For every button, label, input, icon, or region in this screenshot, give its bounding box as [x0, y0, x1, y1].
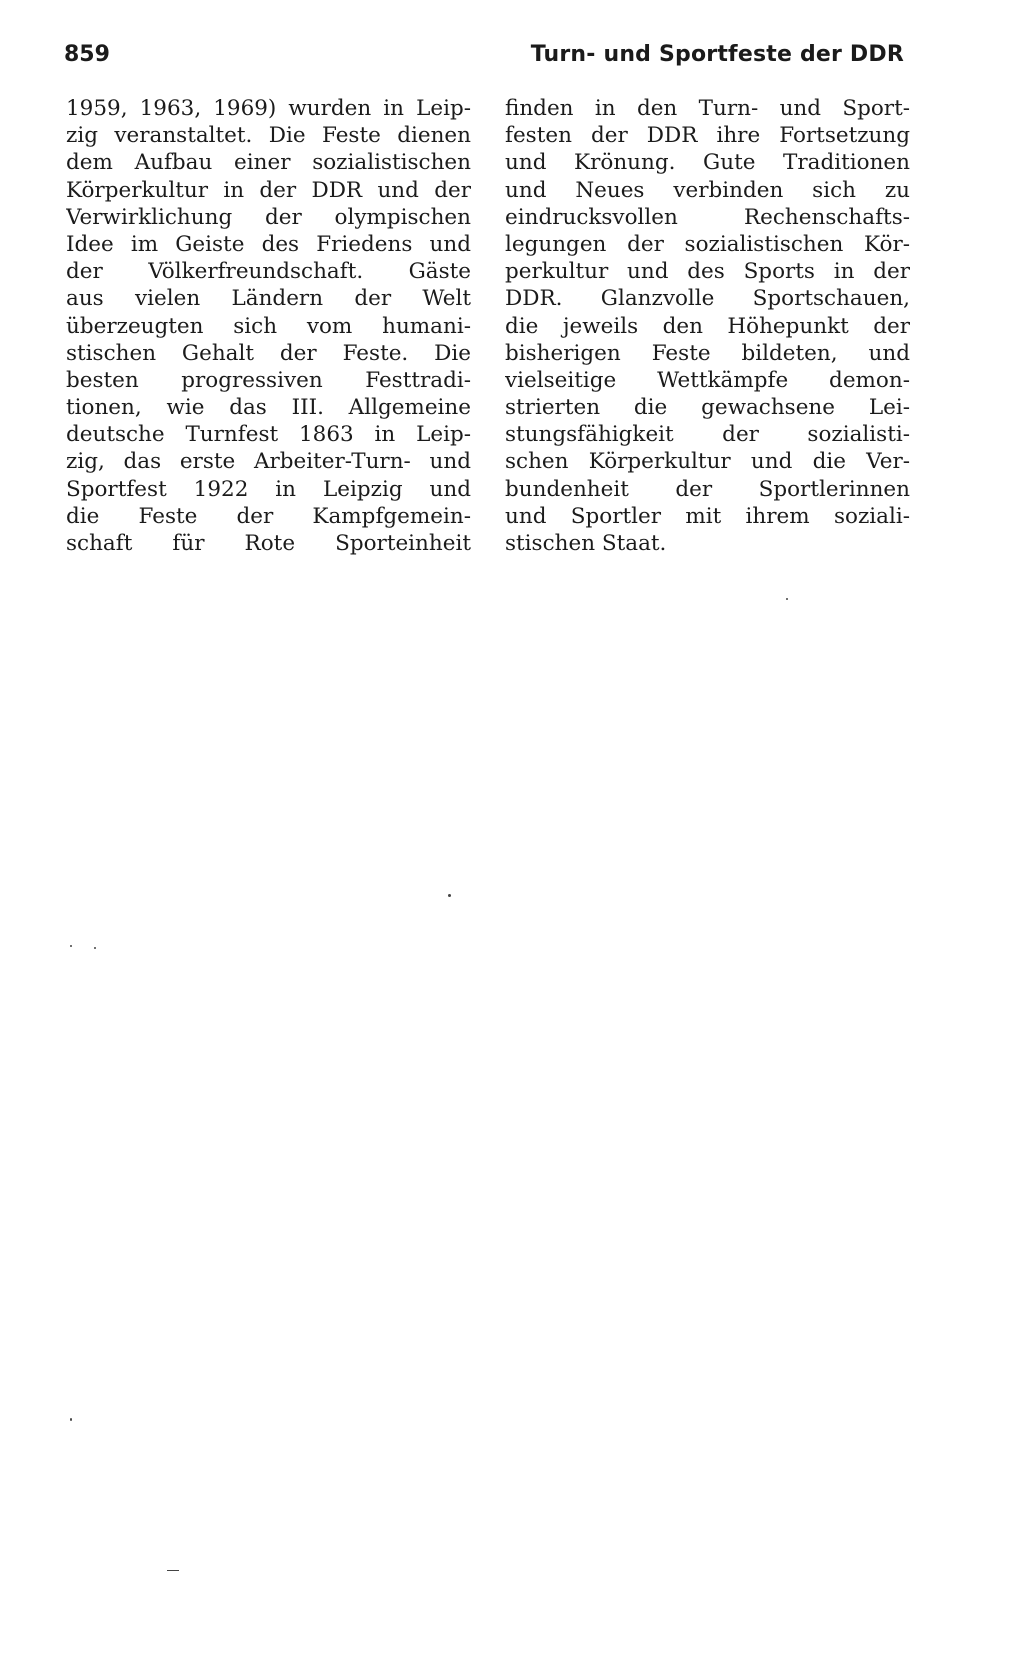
text-line: legungen der sozialistischen Kör- — [505, 231, 910, 257]
scan-speck — [448, 894, 451, 897]
text-line: aus vielen Ländern der Welt — [66, 286, 471, 312]
text-line: schen Körperkultur und die Ver- — [505, 449, 910, 475]
scan-speck — [70, 945, 72, 947]
text-line: schaft für Rote Sporteinheit — [66, 531, 471, 556]
text-line: stischen Staat. — [505, 531, 667, 556]
scan-speck — [167, 1570, 179, 1571]
page-header — [64, 42, 904, 76]
text-line: festen der DDR ihre Fortsetzung — [505, 123, 910, 149]
text-line: besten progressiven Festtradi- — [66, 367, 471, 393]
text-line: perkultur und des Sports in der — [505, 259, 910, 285]
text-line: Sportfest 1922 in Leipzig und — [66, 476, 471, 502]
page-number: 859 — [64, 42, 110, 67]
text-line: DDR. Glanzvolle Sportschauen, — [505, 286, 910, 312]
text-line: stungsfähigkeit der sozialisti- — [505, 422, 910, 448]
text-line: deutsche Turnfest 1863 in Leip- — [66, 422, 471, 448]
text-line: die Feste der Kampfgemein- — [66, 503, 471, 529]
text-line: die jeweils den Höhepunkt der — [505, 313, 910, 339]
text-line: bundenheit der Sportlerinnen — [505, 476, 910, 502]
text-line: zig, das erste Arbeiter-Turn- und — [66, 449, 471, 475]
text-line: und Neues verbinden sich zu — [505, 177, 910, 203]
text-line: Verwirklichung der olympischen — [66, 204, 471, 230]
text-line: zig veranstaltet. Die Feste dienen — [66, 123, 471, 149]
text-line: 1959, 1963, 1969) wurden in Leip- — [66, 96, 471, 121]
text-line: tionen, wie das III. Allgemeine — [66, 395, 471, 421]
text-column-left — [66, 95, 471, 557]
scan-speck — [94, 947, 96, 949]
text-line: dem Aufbau einer sozialistischen — [66, 150, 471, 176]
running-head: Turn- und Sportfeste der DDR — [530, 42, 904, 67]
text-line: stischen Gehalt der Feste. Die — [66, 340, 471, 366]
text-line: der Völkerfreundschaft. Gäste — [66, 259, 471, 285]
text-line: überzeugten sich vom humani- — [66, 313, 471, 339]
scan-speck — [70, 1418, 72, 1421]
text-line: Idee im Geiste des Friedens und — [66, 231, 471, 257]
text-column-right — [505, 95, 910, 557]
text-line: eindrucksvollen Rechenschafts- — [505, 204, 910, 230]
text-line: und Krönung. Gute Traditionen — [505, 150, 910, 176]
text-line: strierten die gewachsene Lei- — [505, 395, 910, 421]
text-line: bisherigen Feste bildeten, und — [505, 340, 910, 366]
scan-speck — [786, 598, 788, 600]
text-line: und Sportler mit ihrem soziali- — [505, 503, 910, 529]
text-line: Körperkultur in der DDR und der — [66, 177, 471, 203]
text-line: vielseitige Wettkämpfe demon- — [505, 367, 910, 393]
text-line: finden in den Turn- und Sport- — [505, 96, 910, 121]
